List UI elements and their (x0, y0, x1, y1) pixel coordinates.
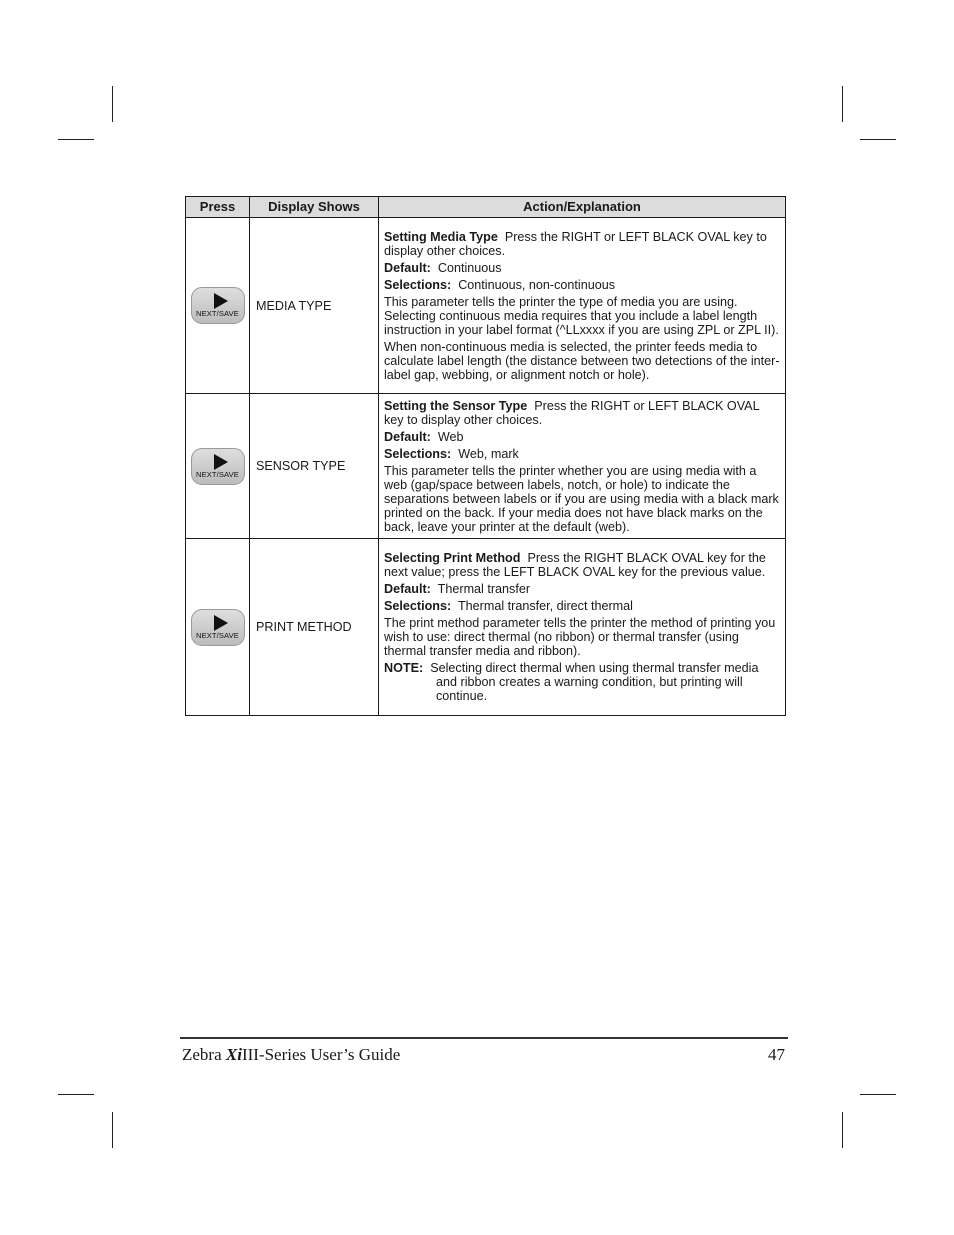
play-arrow-icon (214, 454, 228, 470)
display-shows-cell: SENSOR TYPE (250, 394, 379, 539)
display-shows-cell: PRINT METHOD (250, 539, 379, 716)
table-row (186, 218, 786, 394)
default-value: Continuous (437, 260, 502, 275)
description-paragraph: This parameter tells the printer the type of media you are using. Selecting continuous media requires that you include a label length instruction in your label format (^LLxxxx if you are using ZPL or ZPL II). (384, 294, 779, 337)
action-cell (379, 539, 786, 716)
page-number: 47 (768, 1045, 785, 1064)
note-text: Selecting direct thermal when using thermal transfer media and ribbon creates a warning condition, but printing will continue. (430, 661, 759, 703)
note-label: NOTE: (384, 661, 424, 675)
press-cell (186, 218, 250, 394)
selections-value: Continuous, non-continuous (458, 277, 616, 292)
action-heading-text: Press the RIGHT or LEFT BLACK OVAL key to display other choices. (384, 398, 760, 427)
default-value: Thermal transfer (437, 582, 531, 596)
header-press: Press (186, 197, 250, 218)
description-paragraph: When non-continuous media is selected, the printer feeds media to calculate label length (the distance between two detections of the inter-label gap, webbing, or alignment notch or hole). (384, 339, 780, 382)
header-action-explanation: Action/Explanation (379, 197, 786, 218)
crop-mark (842, 1112, 843, 1148)
default-label: Default: (384, 260, 431, 275)
default-line (384, 261, 780, 275)
button-caption: NEXT/SAVE (196, 309, 239, 318)
crop-mark (842, 86, 843, 122)
display-shows-cell: MEDIA TYPE (250, 218, 379, 394)
table-header-row (186, 197, 786, 218)
default-label: Default: (384, 429, 431, 444)
crop-mark (58, 1094, 94, 1095)
action-heading-paragraph (384, 551, 780, 579)
table-row (186, 539, 786, 716)
default-line (384, 430, 780, 444)
button-caption: NEXT/SAVE (196, 469, 239, 479)
action-cell (379, 218, 786, 394)
crop-mark (112, 86, 113, 122)
footer-title-rest: III-Series User’s Guide (241, 1045, 401, 1064)
selections-label: Selections: (384, 277, 452, 292)
button-caption: NEXT/SAVE (196, 630, 239, 640)
selections-line (384, 447, 780, 461)
default-value: Web (437, 429, 464, 444)
action-heading-paragraph (384, 230, 780, 258)
crop-mark (860, 1094, 896, 1095)
action-heading-text: Press the RIGHT or LEFT BLACK OVAL key to display other choices. (384, 229, 767, 258)
footer-brand: Zebra (182, 1045, 226, 1064)
footer-model: Xi (225, 1045, 242, 1064)
table-row (186, 394, 786, 539)
crop-mark (58, 139, 94, 140)
next-save-button[interactable] (191, 609, 245, 646)
note-paragraph (384, 661, 780, 703)
action-heading-paragraph (384, 399, 780, 427)
default-label: Default: (384, 582, 431, 596)
press-cell (186, 394, 250, 539)
selections-line (384, 599, 780, 613)
next-save-button[interactable] (191, 287, 245, 324)
action-heading: Selecting Print Method (384, 551, 521, 565)
selections-value: Thermal transfer, direct thermal (457, 599, 633, 613)
action-heading: Setting the Sensor Type (384, 398, 528, 413)
play-arrow-icon (214, 615, 228, 631)
press-cell (186, 539, 250, 716)
next-save-button[interactable] (191, 448, 245, 485)
description-paragraph: The print method parameter tells the printer the method of printing you wish to use: direct thermal (no ribbon) or thermal transfer (using thermal transfer media and ribbon). (384, 616, 776, 658)
description-paragraph: This parameter tells the printer whether you are using media with a web (gap/space between labels, notch, or hole) to indicate the separations between labels or if you are using media with a black mark printed on the back. If your media does not have black marks on the back, leave your printer at the default (web). (384, 463, 779, 534)
parameter-table (185, 196, 786, 716)
header-display-shows: Display Shows (250, 197, 379, 218)
selections-label: Selections: (384, 599, 452, 613)
crop-mark (860, 139, 896, 140)
footer-guide-title (182, 1045, 400, 1065)
default-line (384, 582, 780, 596)
selections-value: Web, mark (458, 446, 519, 461)
selections-label: Selections: (384, 446, 452, 461)
selections-line (384, 278, 780, 292)
footer-rule (180, 1037, 788, 1039)
action-heading-text: Press the RIGHT BLACK OVAL key for the next value; press the LEFT BLACK OVAL key for the previous value. (384, 551, 766, 579)
crop-mark (112, 1112, 113, 1148)
action-heading: Setting Media Type (384, 229, 498, 244)
play-arrow-icon (214, 293, 228, 309)
action-cell (379, 394, 786, 539)
